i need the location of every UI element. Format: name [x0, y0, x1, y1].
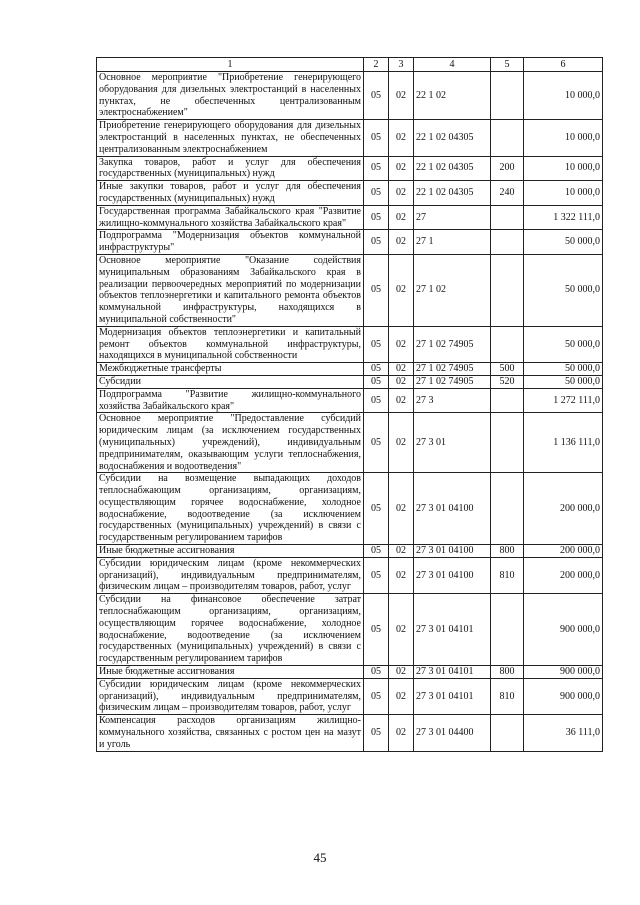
row-subsection: 02 [389, 205, 414, 230]
row-target-article: 27 3 01 04101 [414, 678, 491, 714]
row-target-article: 27 1 02 74905 [414, 375, 491, 388]
row-amount: 10 000,0 [524, 120, 603, 156]
row-section: 05 [364, 678, 389, 714]
row-target-article: 27 3 01 04400 [414, 715, 491, 751]
row-target-article: 27 1 [414, 230, 491, 255]
row-amount: 900 000,0 [524, 678, 603, 714]
header-name: 1 [97, 58, 364, 72]
row-expense-type [491, 254, 524, 326]
row-section: 05 [364, 156, 389, 181]
row-amount: 200 000,0 [524, 545, 603, 558]
row-subsection: 02 [389, 230, 414, 255]
row-target-article: 27 3 [414, 388, 491, 413]
row-name: Основное мероприятие "Приобретение генерирующего оборудования для дизельных электростанций в населенных пунктах, не обеспеченных централизованным электроснабжением" [97, 72, 364, 120]
row-target-article: 27 1 02 74905 [414, 363, 491, 376]
row-subsection: 02 [389, 388, 414, 413]
row-name: Закупка товаров, работ и услуг для обеспечения государственных (муниципальных) нужд [97, 156, 364, 181]
row-section: 05 [364, 545, 389, 558]
row-amount: 50 000,0 [524, 326, 603, 362]
table-row [97, 326, 603, 362]
table-row [97, 413, 603, 473]
row-amount: 50 000,0 [524, 363, 603, 376]
row-name: Иные бюджетные ассигнования [97, 666, 364, 679]
row-section: 05 [364, 120, 389, 156]
row-amount: 10 000,0 [524, 181, 603, 206]
header-subsection: 3 [389, 58, 414, 72]
table-row [97, 156, 603, 181]
row-amount: 1 322 111,0 [524, 205, 603, 230]
row-section: 05 [364, 666, 389, 679]
header-expense-type: 5 [491, 58, 524, 72]
budget-table [96, 57, 603, 752]
table-row [97, 120, 603, 156]
table-row [97, 230, 603, 255]
row-expense-type [491, 413, 524, 473]
table-row [97, 473, 603, 545]
row-subsection: 02 [389, 156, 414, 181]
row-amount: 900 000,0 [524, 666, 603, 679]
row-subsection: 02 [389, 181, 414, 206]
row-section: 05 [364, 413, 389, 473]
row-subsection: 02 [389, 545, 414, 558]
page-number: 45 [313, 850, 327, 865]
row-section: 05 [364, 326, 389, 362]
row-section: 05 [364, 254, 389, 326]
row-name: Иные бюджетные ассигнования [97, 545, 364, 558]
row-expense-type [491, 326, 524, 362]
row-target-article: 27 [414, 205, 491, 230]
row-expense-type: 500 [491, 363, 524, 376]
row-subsection: 02 [389, 715, 414, 751]
row-section: 05 [364, 557, 389, 593]
row-target-article: 27 3 01 04100 [414, 473, 491, 545]
row-name: Модернизация объектов теплоэнергетики и капитальный ремонт объектов коммунальной инфраструктуры, находящихся в муниципальной собственности [97, 326, 364, 362]
row-subsection: 02 [389, 473, 414, 545]
row-section: 05 [364, 715, 389, 751]
row-name: Основное мероприятие "Предоставление субсидий юридическим лицам (за исключением государственных (муниципальных) учреждений), индивидуальным предпринимателям, оказывающим услуги теплоснабжения, водоснабжения и водоотведения" [97, 413, 364, 473]
row-name: Субсидии на финансовое обеспечение затрат теплоснабжающим организациям, организациям, осуществляющим горячее водоснабжение, холодное водоснабжение, водоотведение (за исключением государственных (муниципальных) учреждений) в связи с государственным регулированием тарифов [97, 594, 364, 666]
row-target-article: 22 1 02 04305 [414, 181, 491, 206]
table-row [97, 666, 603, 679]
row-expense-type [491, 120, 524, 156]
table-row [97, 72, 603, 120]
row-section: 05 [364, 181, 389, 206]
row-name: Компенсация расходов организациям жилищно-коммунального хозяйства, связанных с ростом цен на мазут и уголь [97, 715, 364, 751]
row-amount: 900 000,0 [524, 594, 603, 666]
row-target-article: 27 3 01 04101 [414, 666, 491, 679]
header-section: 2 [364, 58, 389, 72]
row-name: Иные закупки товаров, работ и услуг для обеспечения государственных (муниципальных) нужд [97, 181, 364, 206]
row-subsection: 02 [389, 678, 414, 714]
row-section: 05 [364, 230, 389, 255]
table-row [97, 363, 603, 376]
row-subsection: 02 [389, 326, 414, 362]
row-target-article: 27 3 01 04100 [414, 545, 491, 558]
row-name: Основное мероприятие "Оказание содействия муниципальным образованиям Забайкальского края в реализации первоочередных мероприятий по модернизации объектов теплоэнергетики и капитального ремонта объектов коммунальной инфраструктуры, находящихся в муниципальной собственности" [97, 254, 364, 326]
row-target-article: 22 1 02 [414, 72, 491, 120]
row-amount: 50 000,0 [524, 230, 603, 255]
row-subsection: 02 [389, 72, 414, 120]
row-name: Приобретение генерирующего оборудования для дизельных электростанций в населенных пунктах, не обеспеченных централизованным электроснабжением [97, 120, 364, 156]
table-row [97, 375, 603, 388]
row-amount: 50 000,0 [524, 375, 603, 388]
row-target-article: 22 1 02 04305 [414, 120, 491, 156]
row-expense-type: 200 [491, 156, 524, 181]
row-target-article: 27 1 02 74905 [414, 326, 491, 362]
row-name: Субсидии на возмещение выпадающих доходов теплоснабжающим организациям, организациям, осуществляющим горячее водоснабжение, холодное водоснабжение, водоотведение (за исключением государственных (муниципальных) учреждений) в связи с государственным регулированием тарифов [97, 473, 364, 545]
header-amount: 6 [524, 58, 603, 72]
row-name: Субсидии юридическим лицам (кроме некоммерческих организаций), индивидуальным предпринимателям, физическим лицам – производителям товаров, работ, услуг [97, 678, 364, 714]
row-expense-type [491, 473, 524, 545]
row-amount: 1 272 111,0 [524, 388, 603, 413]
row-name: Субсидии [97, 375, 364, 388]
row-expense-type [491, 715, 524, 751]
row-subsection: 02 [389, 594, 414, 666]
table-row [97, 678, 603, 714]
row-expense-type [491, 72, 524, 120]
row-amount: 50 000,0 [524, 254, 603, 326]
table-row [97, 254, 603, 326]
row-amount: 200 000,0 [524, 473, 603, 545]
row-section: 05 [364, 473, 389, 545]
row-name: Межбюджетные трансферты [97, 363, 364, 376]
row-expense-type: 520 [491, 375, 524, 388]
table-row [97, 545, 603, 558]
table-row [97, 557, 603, 593]
row-target-article: 27 1 02 [414, 254, 491, 326]
row-amount: 10 000,0 [524, 72, 603, 120]
row-target-article: 27 3 01 04100 [414, 557, 491, 593]
row-expense-type: 240 [491, 181, 524, 206]
row-expense-type: 810 [491, 678, 524, 714]
row-expense-type [491, 388, 524, 413]
row-amount: 1 136 111,0 [524, 413, 603, 473]
row-subsection: 02 [389, 557, 414, 593]
row-subsection: 02 [389, 413, 414, 473]
row-expense-type: 800 [491, 666, 524, 679]
row-name: Подпрограмма "Модернизация объектов коммунальной инфраструктуры" [97, 230, 364, 255]
row-subsection: 02 [389, 120, 414, 156]
row-subsection: 02 [389, 375, 414, 388]
row-expense-type [491, 594, 524, 666]
table-row [97, 205, 603, 230]
row-subsection: 02 [389, 666, 414, 679]
row-target-article: 22 1 02 04305 [414, 156, 491, 181]
row-expense-type: 800 [491, 545, 524, 558]
table-row [97, 181, 603, 206]
row-section: 05 [364, 72, 389, 120]
header-row [97, 58, 603, 72]
row-section: 05 [364, 388, 389, 413]
row-section: 05 [364, 363, 389, 376]
row-section: 05 [364, 205, 389, 230]
row-name: Государственная программа Забайкальского края "Развитие жилищно-коммунального хозяйства Забайкальского края" [97, 205, 364, 230]
header-target-article: 4 [414, 58, 491, 72]
row-target-article: 27 3 01 04101 [414, 594, 491, 666]
row-section: 05 [364, 375, 389, 388]
row-target-article: 27 3 01 [414, 413, 491, 473]
row-subsection: 02 [389, 254, 414, 326]
row-amount: 200 000,0 [524, 557, 603, 593]
row-name: Субсидии юридическим лицам (кроме некоммерческих организаций), индивидуальным предпринимателям, физическим лицам – производителям товаров, работ, услуг [97, 557, 364, 593]
table-row [97, 388, 603, 413]
row-name: Подпрограмма "Развитие жилищно-коммунального хозяйства Забайкальского края" [97, 388, 364, 413]
table-row [97, 715, 603, 751]
table-row [97, 594, 603, 666]
row-section: 05 [364, 594, 389, 666]
row-amount: 10 000,0 [524, 156, 603, 181]
row-amount: 36 111,0 [524, 715, 603, 751]
row-expense-type [491, 230, 524, 255]
row-subsection: 02 [389, 363, 414, 376]
row-expense-type [491, 205, 524, 230]
row-expense-type: 810 [491, 557, 524, 593]
